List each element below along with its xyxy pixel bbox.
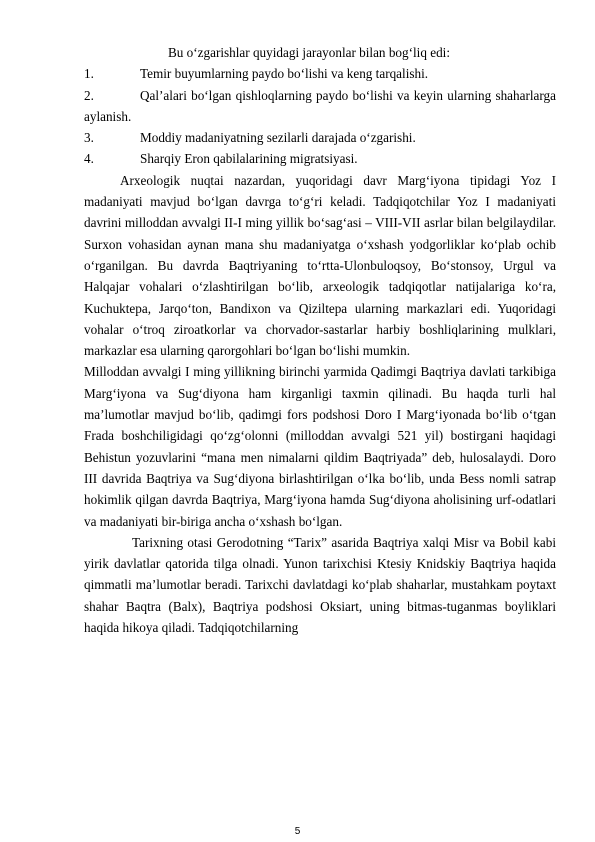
paragraph: Milloddan avvalgi I ming yillikning birinchi yarmida Qadimgi Baqtriya davlati tarkibiga Marg‘iyona va Sug‘diyona ham kirganligi taxmin qilinadi. Bu haqda turli hal ma’lumotlar mavjud bo‘lib, qadimgi fors podshosi Doro I Marg‘iyonada bo‘lib o‘tgan Frada boshchiligidagi qo‘zg‘olonni (milloddan avvalgi 521 yil) bostirgani haqidagi Behistun yozuvlarini “mana men nimalarni qildim Baqtriyada” deb, hulosalaydi. Doro III davrida Baqtriya va Sug‘diyona birlashtirilgan o‘lka bo‘lib, unda Bess nomli satrap hokimlik qilgan davrda Baqtriya, Marg‘iyona hamda Sug‘diyona aholisining urf-odatlari va madaniyati bir-biriga ancha o‘xshash bo‘lgan.: [84, 364, 556, 529]
intro-line: Bu o‘zgarishlar quyidagi jarayonlar bilan bog‘liq edi:: [168, 45, 450, 60]
list-text: Qal’alari bo‘lgan qishloqlarning paydo bo‘lishi va keyin ularning shaharlarga aylanish.: [84, 87, 556, 124]
document-body: [84, 42, 556, 638]
list-item: [84, 127, 556, 148]
list-number: 2.: [84, 87, 94, 103]
list-text: Temir buyumlarning paydo bo‘lishi va keng tarqalishi.: [140, 66, 429, 82]
list-number: 4.: [84, 151, 94, 167]
paragraph: Arxeologik nuqtai nazardan, yuqoridagi davr Marg‘iyona tipidagi Yoz I madaniyati mavjud bo‘lgan davrga to‘g‘ri keladi. Tadqiqotchilar Yoz I madaniyati davrini milloddan avvalgi II-I ming yillik bo‘sag‘asi – VIII-VII asrlar bilan belgilaydilar. Surxon vohasidan aynan mana shu madaniyatga o‘xshash yodgorliklar ko‘plab ochib o‘rganilgan. Bu davrda Baqtriyaning to‘rtta-Ulonbuloqsoy, Bo‘stonsoy, Urgul va Halqajar vohalari o‘zlashtirilgan bo‘lib, arxeologik tadqiqotlar natijalariga ko‘ra, Kuchuktepa, Jarqo‘ton, Bandixon va Qiziltepa ularning markazlari edi. Yuqoridagi vohalar o‘troq ziroatkorlar va chorvador-sastarlar harbiy boshliqlarining mulklari, markazlar esa ularning qarorgohlari bo‘lgan bo‘lishi mumkin.: [84, 172, 556, 359]
paragraph: Tarixning otasi Gerodotning “Tarix” asarida Baqtriya xalqi Misr va Bobil kabi yirik davlatlar qatorida tilga olnadi. Yunon tarixchisi Ktesiy Knidskiy Baqtriya haqida qimmatli ma’lumotlar beradi. Tarixchi davlatdagi ko‘plab shaharlar, mustahkam poytaxt shahar Baqtra (Balx), Baqtriya podshosi Oksiart, uning bitmas-tuganmas boyliklari haqida hikoya qiladi. Tadqiqotchilarning: [84, 534, 556, 636]
page-number: 5: [294, 826, 301, 837]
list-item: [84, 63, 556, 84]
list-number: 1.: [84, 66, 94, 82]
list-item: [84, 85, 556, 128]
list-text: Sharqiy Eron qabilalarining migratsiyasi.: [140, 151, 358, 167]
list-text: Moddiy madaniyatning sezilarli darajada o‘zgarishi.: [140, 130, 416, 146]
numbered-list: [84, 63, 556, 169]
list-number: 3.: [84, 130, 94, 146]
list-item: [84, 148, 556, 169]
